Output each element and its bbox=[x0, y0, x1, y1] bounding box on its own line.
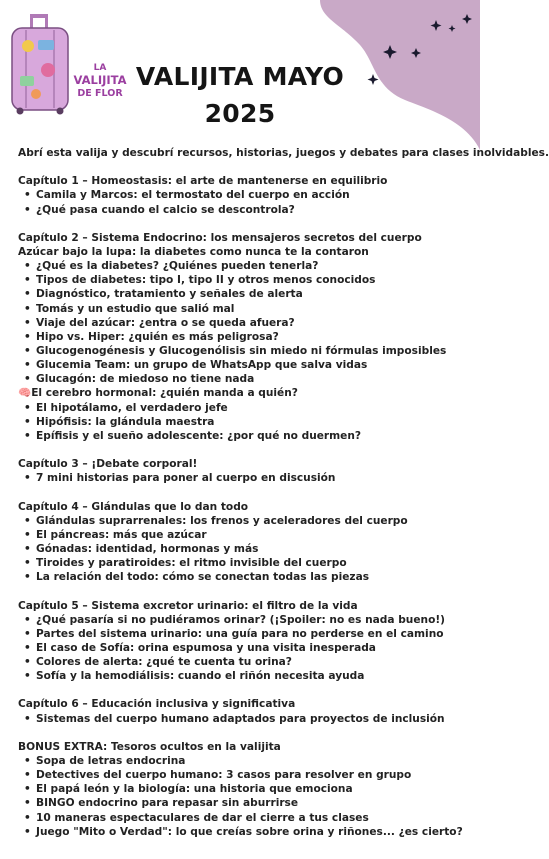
list-item: • Glándulas suprarrenales: los frenos y aceleradores del cuerpo bbox=[18, 514, 474, 528]
list-item: • Juego "Mito o Verdad": lo que creías sobre orina y riñones... ¿es cierto? bbox=[18, 825, 474, 839]
list-item: • Hipo vs. Hiper: ¿quién es más peligrosa? bbox=[18, 330, 474, 344]
chapter-5-heading: Capítulo 5 – Sistema excretor urinario: el filtro de la vida bbox=[18, 599, 358, 612]
list-item: • 10 maneras espectaculares de dar el cierre a tus clases bbox=[18, 811, 474, 825]
chapter-2-heading: Capítulo 2 – Sistema Endocrino: los mensajeros secretos del cuerpo bbox=[18, 231, 422, 244]
list-item: • Sofía y la hemodiálisis: cuando el riñón necesita ayuda bbox=[18, 669, 474, 683]
chapter-1-heading: Capítulo 1 – Homeostasis: el arte de mantenerse en equilibrio bbox=[18, 175, 388, 188]
list-item: • El caso de Sofía: orina espumosa y una visita inesperada bbox=[18, 641, 474, 655]
list-item: • Diagnóstico, tratamiento y señales de alerta bbox=[18, 287, 474, 301]
list-item: • Sopa de letras endocrina bbox=[18, 754, 474, 768]
list-item: • Viaje del azúcar: ¿entra o se queda afuera? bbox=[18, 316, 474, 330]
title-line-1: VALIJITA MAYO bbox=[135, 62, 345, 91]
chapter-6-heading: Capítulo 6 – Educación inclusiva y significativa bbox=[18, 698, 296, 711]
chapter-4-heading: Capítulo 4 – Glándulas que lo dan todo bbox=[18, 500, 249, 513]
chapter-3-heading: Capítulo 3 – ¡Debate corporal! bbox=[18, 458, 198, 471]
list-item: • Gónadas: identidad, hormonas y más bbox=[18, 542, 474, 556]
list-item: • Camila y Marcos: el termostato del cuerpo en acción bbox=[18, 188, 474, 202]
suitcase-logo bbox=[8, 12, 128, 116]
list-item: • Tiroides y paratiroides: el ritmo invisible del cuerpo bbox=[18, 556, 474, 570]
list-item: • Sistemas del cuerpo humano adaptados para proyectos de inclusión bbox=[18, 712, 474, 726]
svg-text:LA: LA bbox=[93, 63, 107, 73]
list-item: • Glucogenogénesis y Glucogenólisis sin miedo ni fórmulas imposibles bbox=[18, 344, 474, 358]
list-item: • BINGO endocrino para repasar sin aburrirse bbox=[18, 796, 474, 810]
svg-text:VALIJITA: VALIJITA bbox=[73, 73, 127, 87]
list-item: • 7 mini historias para poner al cuerpo en discusión bbox=[18, 471, 474, 485]
list-item: • Glucagón: de miedoso no tiene nada bbox=[18, 372, 474, 386]
list-item: • Hipófisis: la glándula maestra bbox=[18, 415, 474, 429]
list-item: • ¿Qué es la diabetes? ¿Quiénes pueden tenerla? bbox=[18, 259, 474, 273]
list-item: • ¿Qué pasa cuando el calcio se descontrola? bbox=[18, 203, 474, 217]
title-line-2: 2025 bbox=[204, 99, 276, 128]
list-item: • Tomás y un estudio que salió mal bbox=[18, 302, 474, 316]
list-item: • La relación del todo: cómo se conectan todas las piezas bbox=[18, 570, 474, 584]
logo-text bbox=[73, 63, 126, 99]
chapter-2-subheading-2: 🧠El cerebro hormonal: ¿quién manda a quién? bbox=[18, 387, 298, 400]
bonus-heading: BONUS EXTRA: Tesoros ocultos en la valijita bbox=[18, 740, 281, 753]
list-item: • Epífisis y el sueño adolescente: ¿por qué no duermen? bbox=[18, 429, 474, 443]
intro-text: Abrí esta valija y descubrí recursos, historias, juegos y debates para clases inolvidables. bbox=[18, 147, 549, 159]
list-item: • El papá león y la biología: una historia que emociona bbox=[18, 782, 474, 796]
page-title bbox=[130, 58, 350, 132]
list-item: • Glucemia Team: un grupo de WhatsApp que salva vidas bbox=[18, 358, 474, 372]
list-item: • Colores de alerta: ¿qué te cuenta tu orina? bbox=[18, 655, 474, 669]
content-body bbox=[18, 146, 549, 839]
list-item: • ¿Qué pasaría si no pudiéramos orinar? (¡Spoiler: no es nada bueno!) bbox=[18, 613, 474, 627]
list-item: • Tipos de diabetes: tipo I, tipo II y otros menos conocidos bbox=[18, 273, 474, 287]
list-item: • Detectives del cuerpo humano: 3 casos para resolver en grupo bbox=[18, 768, 474, 782]
list-item: • Partes del sistema urinario: una guía para no perderse en el camino bbox=[18, 627, 474, 641]
list-item: • El páncreas: más que azúcar bbox=[18, 528, 474, 542]
svg-text:DE FLOR: DE FLOR bbox=[77, 88, 123, 99]
list-item: • El hipotálamo, el verdadero jefe bbox=[18, 401, 474, 415]
chapter-2-subheading: Azúcar bajo la lupa: la diabetes como nunca te la contaron bbox=[18, 245, 369, 258]
